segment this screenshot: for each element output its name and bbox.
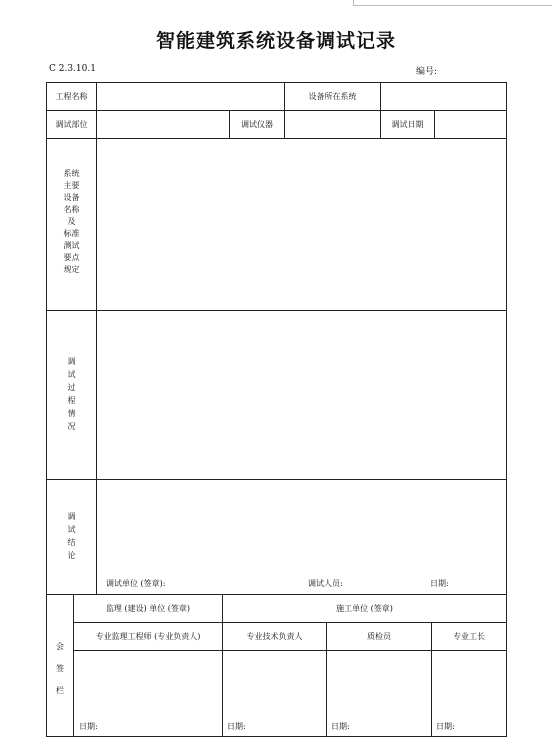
table-bottom-border [46, 736, 507, 737]
test-process-content[interactable] [97, 311, 506, 479]
label-project-name: 工程名称 [55, 92, 88, 101]
supervision-unit-header: 监理 (建设) 单位 (签章) [105, 604, 191, 613]
foreman-sign-date: 日期: [436, 722, 455, 731]
test-part-field[interactable] [97, 111, 229, 138]
page-corner-mark [353, 0, 552, 6]
label-system: 设备所在系统 [308, 92, 357, 101]
label-test-conclusion: 调 试 结 论 [67, 512, 76, 560]
construction-unit-header: 施工单位 (签章) [336, 604, 393, 613]
table-right-border [506, 82, 507, 736]
test-unit-signature: 调试单位 (签章): [106, 579, 166, 588]
label-instrument: 调试仪器 [241, 120, 273, 129]
foreman-header: 专业工长 [453, 632, 485, 641]
project-name-field[interactable] [97, 83, 284, 110]
label-countersign: 会 签 栏 [56, 642, 64, 695]
label-test-date: 调试日期 [391, 120, 424, 129]
instrument-field[interactable] [285, 111, 380, 138]
label-test-process: 调 试 过 程 情 况 [67, 357, 76, 431]
form-code: C 2.3.10.1 [49, 64, 96, 74]
main-equipment-content[interactable] [97, 139, 506, 310]
supervision-sign-date: 日期: [79, 722, 98, 731]
test-date-field[interactable] [435, 111, 506, 138]
supervision-engineer-header: 专业监理工程师 (专业负责人) [95, 632, 201, 641]
quality-inspector-header: 质检员 [367, 632, 391, 641]
test-conclusion-date: 日期: [430, 579, 449, 588]
form-number-label: 编号: [416, 67, 438, 77]
label-main-equipment: 系统 主要 设备 名称 及 标准 测试 要点 规定 [63, 169, 80, 274]
test-person-signature: 调试人员: [308, 579, 343, 588]
form-title: 智能建筑系统设备调试记录 [155, 30, 396, 52]
tech-lead-sign-date: 日期: [227, 722, 246, 731]
system-field[interactable] [381, 83, 506, 110]
quality-inspector-sign-date: 日期: [331, 722, 350, 731]
test-conclusion-content[interactable] [97, 480, 506, 574]
label-test-part: 调试部位 [55, 120, 88, 129]
tech-lead-header: 专业技术负责人 [246, 632, 303, 641]
